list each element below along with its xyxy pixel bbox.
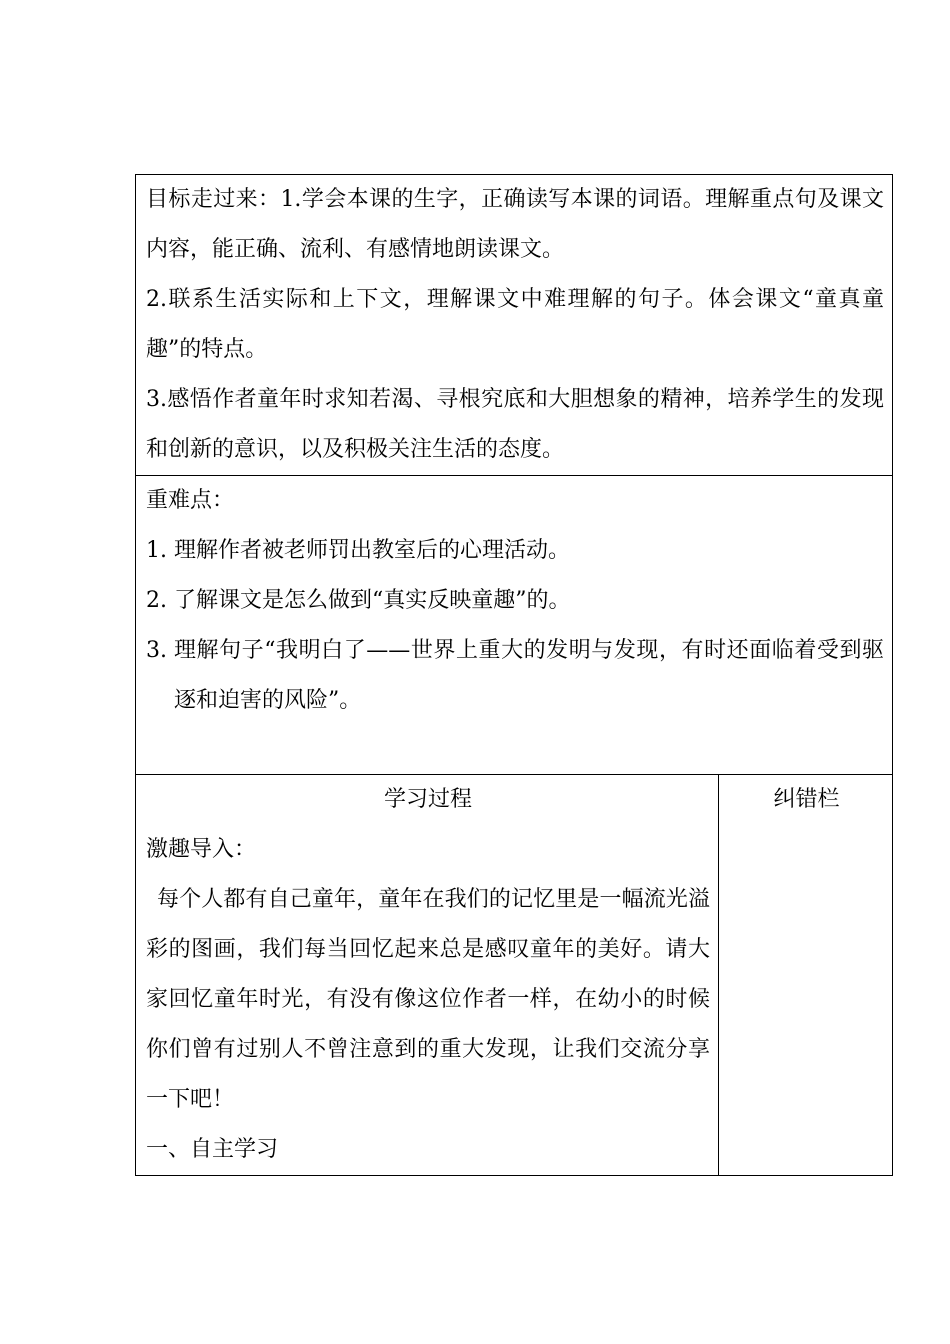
objective-2: 2.联系生活实际和上下文，理解课文中难理解的句子。体会课文“童真童趣”的特点。 [146,287,884,362]
correction-column-header: 纠错栏 [773,787,840,812]
learning-process-header: 学习过程 [383,787,472,812]
objectives-row [136,175,893,476]
objective-3: 3.感悟作者童年时求知若渴、寻根究底和大胆想象的精神，培养学生的发现和创新的意识，以及积极关注生活的态度。 [146,387,884,462]
lesson-plan-table [135,174,893,1176]
section-self-study: 一、自主学习 [146,1137,279,1162]
key-points-heading: 重难点： [146,488,235,513]
key-point-number: 3. [146,638,167,663]
key-point-item [146,576,884,626]
intro-paragraph: 每个人都有自己童年，童年在我们的记忆里是一幅流光溢彩的图画，我们每当回忆起来总是感叹童年的美好。请大家回忆童年时光，有没有像这位作者一样，在幼小的时候你们曾有过别人不曾注意到的重大发现，让我们交流分享一下吧！ [146,887,710,1112]
learning-process-cell [136,775,719,1176]
process-row [136,775,893,1176]
key-point-text: 理解作者被老师罚出教室后的心理活动。 [174,538,571,563]
key-point-text: 了解课文是怎么做到“真实反映童趣”的。 [174,588,571,613]
objectives-cell [136,175,893,476]
intro-heading: 激趣导入： [146,837,257,862]
key-point-item [146,626,884,726]
key-points-row [136,476,893,775]
correction-column-cell [719,775,893,1176]
key-point-number: 1. [146,538,167,563]
objective-1: 目标走过来：1.学会本课的生字，正确读写本课的词语。理解重点句及课文内容，能正确、流利、有感情地朗读课文。 [146,187,884,262]
key-point-text: 理解句子“我明白了——世界上重大的发明与发现，有时还面临着受到驱逐和迫害的风险”。 [174,638,884,713]
key-point-item [146,526,884,576]
key-points-cell [136,476,893,775]
key-point-number: 2. [146,588,167,613]
